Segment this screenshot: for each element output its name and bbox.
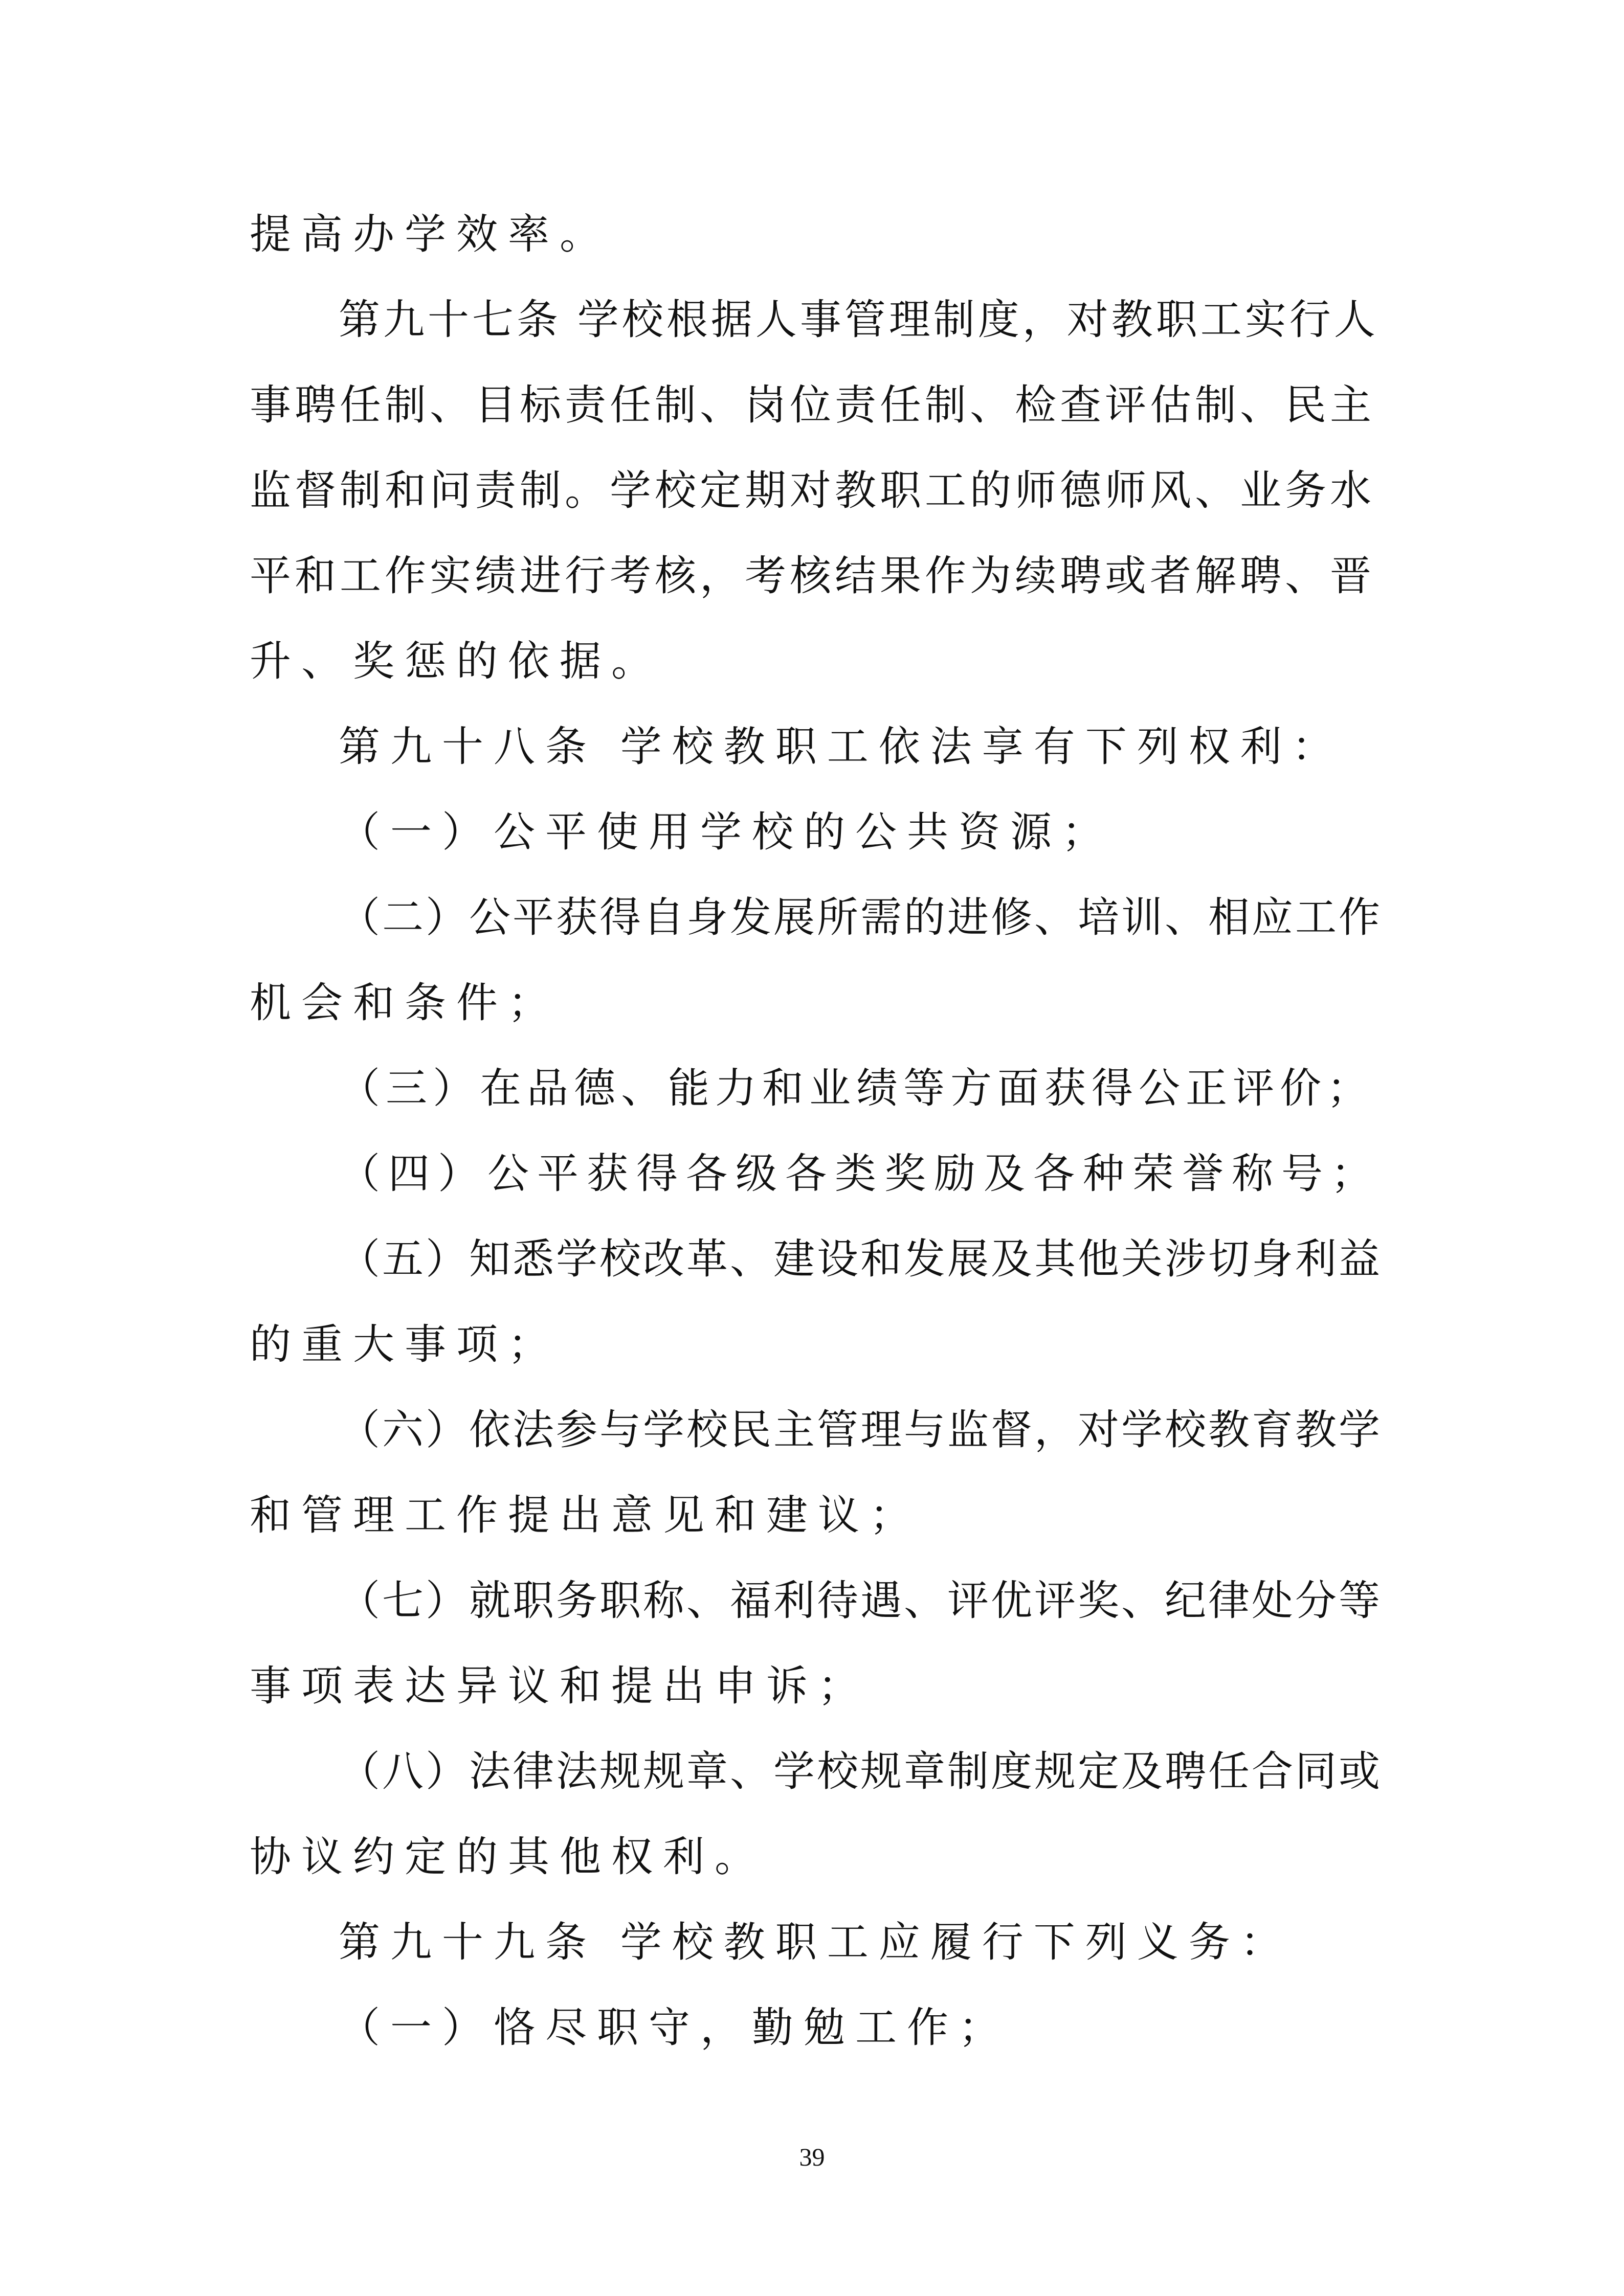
article-98-heading-line: 第九十八条 学校教职工依法享有下列权利： <box>339 723 1344 771</box>
text-line: 机会和条件； <box>250 979 560 1027</box>
text-line: 提高办学效率。 <box>250 211 612 259</box>
list-item-line: （八）法律法规规章、学校规章制度规定及聘任合同或 <box>339 1748 1383 1796</box>
text-line: 事聘任制、目标责任制、岗位责任制、检查评估制、民主 <box>250 381 1375 430</box>
article-97-heading-line: 第九十七条 学校根据人事管理制度，对教职工实行人 <box>339 296 1378 344</box>
page-number: 39 <box>799 2143 825 2171</box>
list-item-line: （二）公平获得自身发展所需的进修、培训、相应工作 <box>339 894 1383 942</box>
list-item-line: （一）恪尽职守，勤勉工作； <box>339 2004 1011 2052</box>
text-line: 协议约定的其他权利。 <box>250 1833 767 1881</box>
text-line: 监督制和问责制。学校定期对教职工的师德师风、业务水 <box>250 467 1375 515</box>
list-item-line: （五）知悉学校改革、建设和发展及其他关涉切身利益 <box>339 1235 1383 1284</box>
list-item-line: （一）公平使用学校的公共资源； <box>339 808 1114 857</box>
text-line: 的重大事项； <box>250 1321 560 1369</box>
text-line: 和管理工作提出意见和建议； <box>250 1492 922 1540</box>
list-item-line: （六）依法参与学校民主管理与监督，对学校教育教学 <box>339 1406 1383 1454</box>
text-line: 升、奖惩的依据。 <box>250 638 663 686</box>
document-body <box>250 192 1385 2071</box>
list-item-line: （三）在品德、能力和业绩等方面获得公正评价； <box>339 1065 1374 1113</box>
text-line: 平和工作实绩进行考核，考核结果作为续聘或者解聘、晋 <box>250 552 1375 600</box>
text-line: 事项表达异议和提出申诉； <box>250 1662 870 1710</box>
list-item-line: （四）公平获得各级各类奖励及各种荣誉称号； <box>339 1150 1381 1198</box>
article-99-heading-line: 第九十九条 学校教职工应履行下列义务： <box>339 1919 1292 1967</box>
list-item-line: （七）就职务职称、福利待遇、评优评奖、纪律处分等 <box>339 1577 1383 1625</box>
